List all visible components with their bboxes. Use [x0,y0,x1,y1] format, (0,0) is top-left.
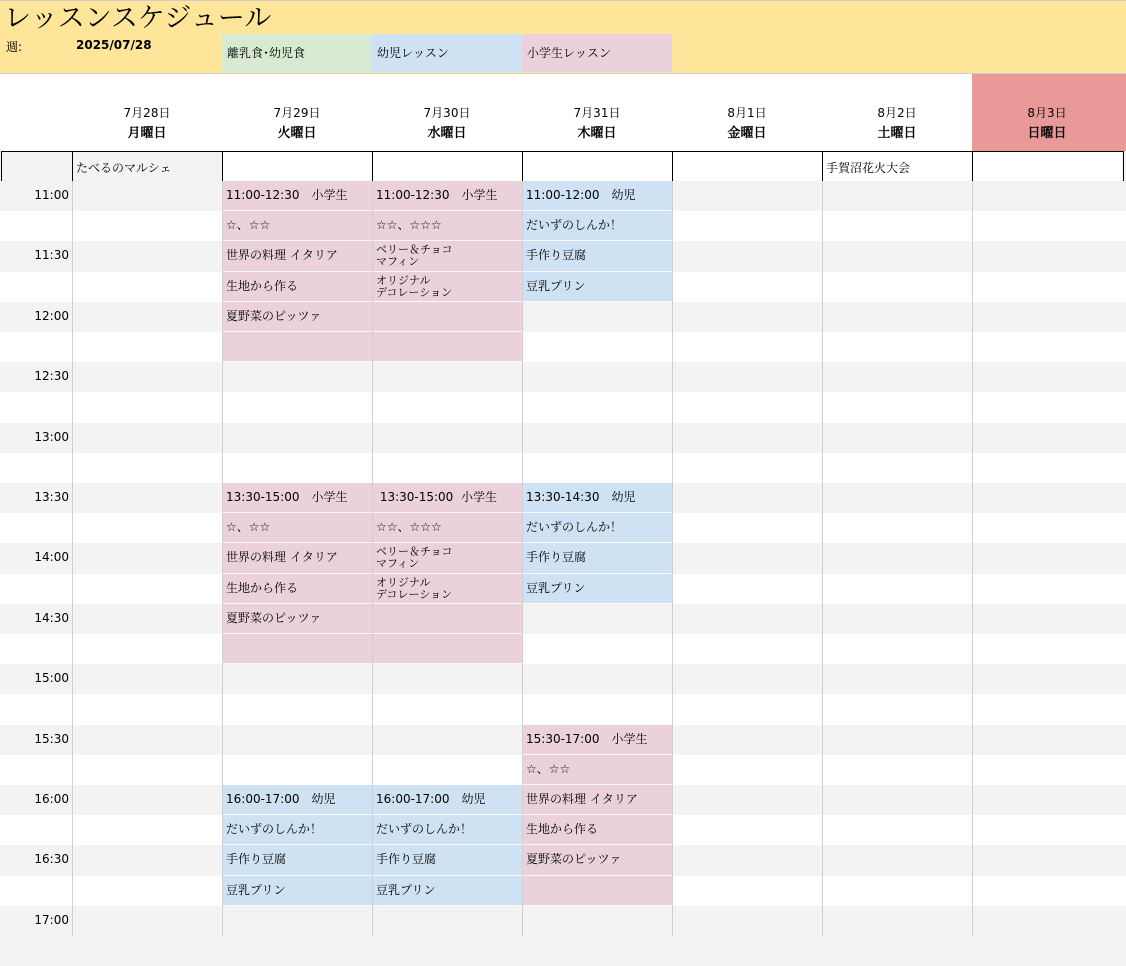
cell-divider [222,814,372,815]
lesson-cell-text: ☆☆、☆☆☆ [376,521,442,535]
cell-divider [522,542,672,543]
events-col-divider [72,151,73,182]
day-date: 8月3日 [1027,106,1067,120]
cell-divider [522,573,672,574]
cell-divider [522,512,672,513]
time-label: 11:30 [34,248,69,263]
cell-divider [222,271,372,272]
row-stripe [0,906,1126,936]
row-stripe [0,423,1126,453]
cell-divider [222,512,372,513]
legend-weaning: 離乳食･幼児食 [222,34,372,72]
page-title: レッスンスケジュール [4,3,272,34]
day-date: 7月28日 [123,106,171,120]
cell-divider [372,210,522,211]
cell-divider [222,663,372,664]
time-label: 15:30 [34,731,69,746]
lesson-cell-text: ☆☆、☆☆☆ [376,219,442,233]
lesson-cell-text: 16:00-17:00 幼児 [376,793,486,806]
lesson-cell-text: だいずのしんか！ [526,521,623,535]
lesson-cell-text: 手作り豆腐 [526,551,587,565]
time-label: 14:00 [34,550,69,565]
day-name: 木曜日 [577,126,617,141]
event-label: たべるのマルシェ [76,161,172,175]
lesson-block[interactable] [222,181,372,362]
lesson-cell-text: 世界の料理 イタリア [526,793,638,806]
cell-divider [372,875,522,876]
cell-divider [372,573,522,574]
time-label: 12:30 [34,369,69,384]
lesson-cell-text: 生地から作る [226,581,299,595]
day-date: 7月30日 [423,106,471,120]
time-label: 12:00 [34,308,69,323]
lesson-block[interactable] [522,725,672,906]
cell-divider [372,814,522,815]
cell-divider [222,542,372,543]
event-cell-bg [223,152,372,181]
cell-divider [222,633,372,634]
lesson-cell-text: 豆乳プリン [226,883,286,897]
cell-divider [222,331,372,332]
time-label: 13:30 [34,490,69,504]
lesson-cell-text: 15:30-17:00 小学生 [526,732,648,746]
cell-divider [522,905,672,906]
cell-divider [372,240,522,241]
cell-divider [522,875,672,876]
lesson-cell-text: 夏野菜のピッツァ [226,309,322,323]
event-label: 手賀沼花火大会 [826,161,911,175]
legend-infant: 幼児レッスン [372,34,522,72]
lesson-cell-text: 夏野菜のピッツァ [226,611,322,625]
col-divider [672,181,673,936]
day-date: 8月1日 [727,106,767,120]
cell-divider [372,271,522,272]
lesson-cell-text: 生地から作る [226,279,299,293]
cell-divider [222,603,372,604]
cell-divider [372,633,522,634]
lesson-cell-text: だいずのしんか！ [376,823,473,837]
row-stripe [0,664,1126,694]
row-stripe [0,362,1126,392]
lesson-cell-text: オリジナル デコレーション [376,274,453,299]
cell-divider [522,844,672,845]
cell-divider [222,844,372,845]
time-label: 14:30 [34,610,69,625]
lesson-cell-text: ベリー＆チョコ マフィン [376,546,453,571]
lesson-cell-text: 11:00-12:30 小学生 [376,189,498,202]
event-cell-bg [373,152,522,181]
col-divider [522,181,523,936]
cell-divider [522,240,672,241]
row-stripe [0,604,1126,634]
lesson-cell-text: 世界の料理 イタリア [226,551,338,565]
lesson-cell-text: 16:00-17:00 幼児 [226,793,336,806]
week-value: 2025/07/28 [76,38,152,52]
row-stripe [0,302,1126,332]
event-cell-bg [523,152,672,181]
cell-divider [372,603,522,604]
lesson-cell-text: ☆、☆☆ [226,521,271,535]
cell-divider [522,784,672,785]
day-name: 日曜日 [1027,126,1067,141]
lesson-cell-text: 手作り豆腐 [226,853,287,867]
cell-divider [222,361,372,362]
event-cell-bg [673,152,822,181]
lesson-cell-text: 夏野菜のピッツァ [526,853,622,867]
cell-divider [522,754,672,755]
day-date: 7月29日 [273,106,321,120]
cell-divider [522,603,672,604]
lesson-cell-text: 豆乳プリン [526,581,586,595]
lesson-cell-text: 13:30-15:00 小学生 [376,491,497,504]
cell-divider [372,301,522,302]
col-divider [972,181,973,936]
day-name: 金曜日 [727,126,767,141]
cell-divider [522,271,672,272]
cell-divider [522,301,672,302]
lesson-cell-text: 生地から作る [526,823,599,837]
day-date: 8月2日 [877,106,917,120]
cell-divider [372,512,522,513]
time-label: 15:00 [34,671,69,686]
lesson-cell-text: だいずのしんか！ [226,823,323,837]
lesson-block[interactable] [372,181,522,362]
time-label: 16:30 [34,852,69,867]
lesson-cell-text: 手作り豆腐 [526,249,587,263]
lesson-cell-text: 13:30-15:00 小学生 [226,491,348,504]
lesson-cell-text: 豆乳プリン [526,279,586,293]
time-label: 13:00 [34,429,69,444]
cell-divider [372,542,522,543]
time-label: 11:00 [34,188,69,202]
lesson-block[interactable] [372,483,522,664]
event-cell-bg [973,152,1122,181]
col-divider [222,181,223,936]
lesson-cell-text: 豆乳プリン [376,883,436,897]
col-divider [822,181,823,936]
col-divider [72,181,73,936]
cell-divider [372,844,522,845]
day-name: 土曜日 [877,126,917,141]
cell-divider [222,210,372,211]
cell-divider [222,573,372,574]
cell-divider [372,905,522,906]
day-name: 水曜日 [427,126,467,141]
lesson-cell-text: 11:00-12:00 幼児 [526,189,636,202]
time-label: 17:00 [34,912,69,927]
lesson-cell-text: オリジナル デコレーション [376,576,453,601]
col-divider [372,181,373,936]
cell-divider [222,875,372,876]
legend-school: 小学生レッスン [522,34,672,72]
cell-divider [522,814,672,815]
lesson-cell-text: 11:00-12:30 小学生 [226,189,348,202]
cell-divider [222,301,372,302]
cell-divider [222,905,372,906]
cell-divider [372,361,522,362]
cell-divider [522,210,672,211]
lesson-block[interactable] [222,483,372,664]
day-date: 7月31日 [573,106,621,120]
lesson-cell-text: だいずのしんか！ [526,219,623,233]
day-name: 月曜日 [127,126,167,141]
cell-divider [372,331,522,332]
lesson-cell-text: 世界の料理 イタリア [226,249,338,263]
week-label: 週: [6,40,23,54]
lesson-cell-text: 手作り豆腐 [376,853,437,867]
row-stripe [0,936,1126,966]
lesson-cell-text: ☆、☆☆ [226,219,271,233]
lesson-cell-text: ☆、☆☆ [526,762,571,776]
cell-divider [372,663,522,664]
lesson-cell-text: ベリー＆チョコ マフィン [376,244,453,269]
cell-divider [222,240,372,241]
time-label: 16:00 [34,792,69,806]
day-name: 火曜日 [277,126,317,141]
lesson-cell-text: 13:30-14:30 幼児 [526,491,636,504]
